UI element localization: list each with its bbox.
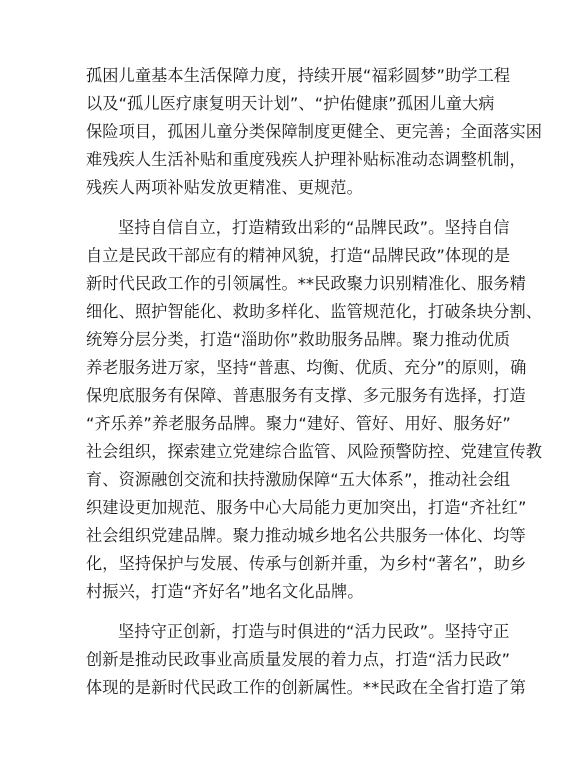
paragraph-spacer [86,606,506,618]
text-line: 细化、照护智能化、救助多样化、监管规范化，打破条块分割、 [86,302,543,321]
text-line: 保兜底服务有保障、普惠服务有支撑、多元服务有选择，打造 [86,386,526,405]
paragraph-2 [86,214,543,606]
text-line: 村振兴，打造“齐好名”地名文化品牌。 [86,582,364,601]
paragraph-spacer [86,202,506,214]
text-line: 自立是民政干部应有的精神风貌，打造“品牌民政”体现的是 [86,246,511,265]
text-line: 织建设更加规范、服务中心大局能力更加突出，打造“齐社红” [86,498,527,517]
text-line: 残疾人两项补贴发放更精准、更规范。 [86,178,363,197]
text-line: 新时代民政工作的引领属性。**民政聚力识别精准化、服务精 [86,274,526,293]
text-line: 养老服务进万家，坚持“普惠、均衡、优质、充分”的原则，确 [86,358,527,377]
text-line: 坚持自信自立，打造精致出彩的“品牌民政”。坚持自信 [118,218,510,237]
text-line: 以及“孤儿医疗康复明天计划”、“护佑健康”孤困儿童大病 [86,94,495,113]
text-line: 统筹分层分类，打造“淄助你”救助服务品牌。聚力推动优质 [86,330,511,349]
text-line: 难残疾人生活补贴和重度残疾人护理补贴标准动态调整机制， [86,150,526,169]
text-line: 创新是推动民政事业高质量发展的着力点，打造“活力民政” [86,650,511,669]
text-line: 体现的是新时代民政工作的创新属性。**民政在全省打造了第 [86,678,526,697]
text-line: 育、资源融创交流和扶持激励保障“五大体系”，推动社会组 [86,470,511,489]
text-line: “齐乐养”养老服务品牌。聚力“建好、管好、用好、服务好” [86,414,511,433]
paragraph-1 [86,62,543,202]
text-line: 社会组织党建品牌。聚力推动城乡地名公共服务一体化、均等 [86,526,526,545]
body-text [86,62,543,702]
text-line: 化，坚持保护与发展、传承与创新并重，为乡村“著名”，助乡 [86,554,527,573]
text-line: 社会组织，探索建立党建综合监管、风险预警防控、党建宣传教 [86,442,543,461]
paragraph-3 [86,618,526,702]
text-line: 保险项目，孤困儿童分类保障制度更健全、更完善；全面落实困 [86,122,543,141]
text-line: 坚持守正创新，打造与时俱进的“活力民政”。坚持守正 [118,622,510,641]
text-line: 孤困儿童基本生活保障力度，持续开展“福彩圆梦”助学工程 [86,66,511,85]
